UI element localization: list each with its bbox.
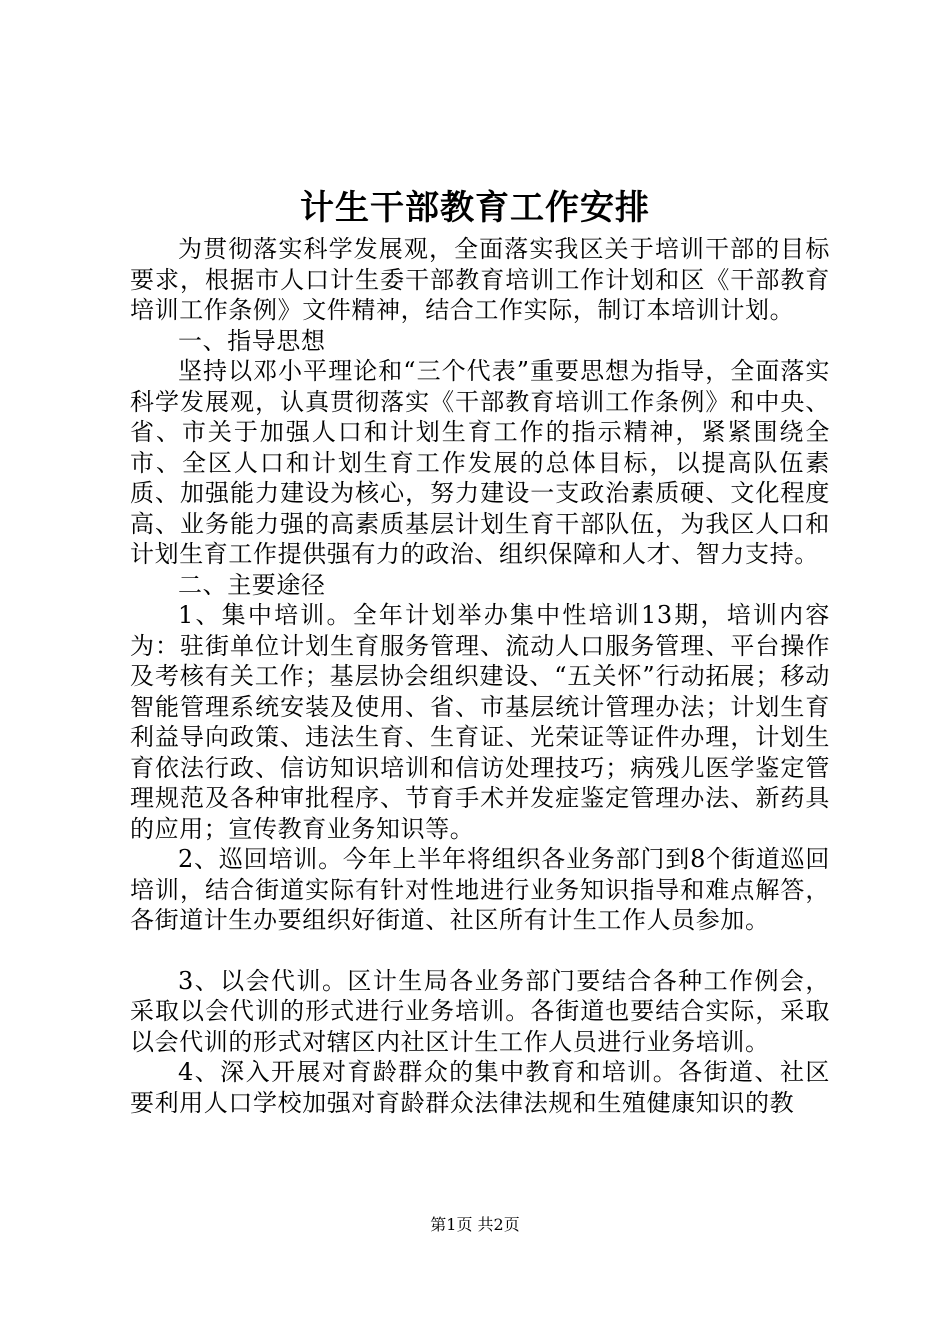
intro-paragraph: 为贯彻落实科学发展观，全面落实我区关于培训干部的目标要求，根据市人口计生委干部教育培训工作计划和区《干部教育培训工作条例》文件精神，结合工作实际，制订本培训计划。 xyxy=(130,235,830,324)
approach-item-centralized-training: 1、集中培训。全年计划举办集中性培训13期，培训内容为：驻街单位计划生育服务管理、流动人口服务管理、平台操作及考核有关工作；基层协会组织建设、“五关怀”行动拓展；移动智能管理系统安装及使用、省、市基层统计管理办法；计划生育利益导向政策、违法生育、生育证、光荣证等证件办理，计划生育依法行政、信访知识培训和信访处理技巧；病残儿医学鉴定管理规范及各种审批程序、节育手术并发症鉴定管理办法、新药具的应用；宣传教育业务知识等。 xyxy=(130,601,830,843)
approach-item-meeting-training: 3、以会代训。区计生局各业务部门要结合各种工作例会，采取以会代训的形式进行业务培训。各街道也要结合实际，采取以会代训的形式对辖区内社区计生工作人员进行业务培训。 xyxy=(130,966,830,1056)
guiding-ideology-paragraph: 坚持以邓小平理论和“三个代表”重要思想为指导，全面落实科学发展观，认真贯彻落实《干部教育培训工作条例》和中央、省、市关于加强人口和计划生育工作的指示精神，紧紧围绕全市、全区人口和计划生育工作发展的总体目标，以提高队伍素质、加强能力建设为核心，努力建设一支政治素质硬、文化程度高、业务能力强的高素质基层计划生育干部队伍，为我区人口和计划生育工作提供强有力的政治、组织保障和人才、智力支持。 xyxy=(130,357,830,568)
approach-item-public-education: 4、深入开展对育龄群众的集中教育和培训。各街道、社区要利用人口学校加强对育龄群众法律法规和生殖健康知识的教 xyxy=(130,1058,830,1117)
section-heading-main-approaches: 二、主要途径 xyxy=(178,570,326,599)
approach-item-touring-training: 2、巡回培训。今年上半年将组织各业务部门到8个街道巡回培训，结合街道实际有针对性地进行业务知识指导和难点解答，各街道计生办要组织好街道、社区所有计生工作人员参加。 xyxy=(130,845,830,934)
page-number-footer: 第1页 共2页 xyxy=(430,1215,520,1234)
document-body xyxy=(130,234,830,1118)
section-heading-guiding-ideology: 一、指导思想 xyxy=(178,326,326,355)
document-title: 计生干部教育工作安排 xyxy=(300,188,650,228)
